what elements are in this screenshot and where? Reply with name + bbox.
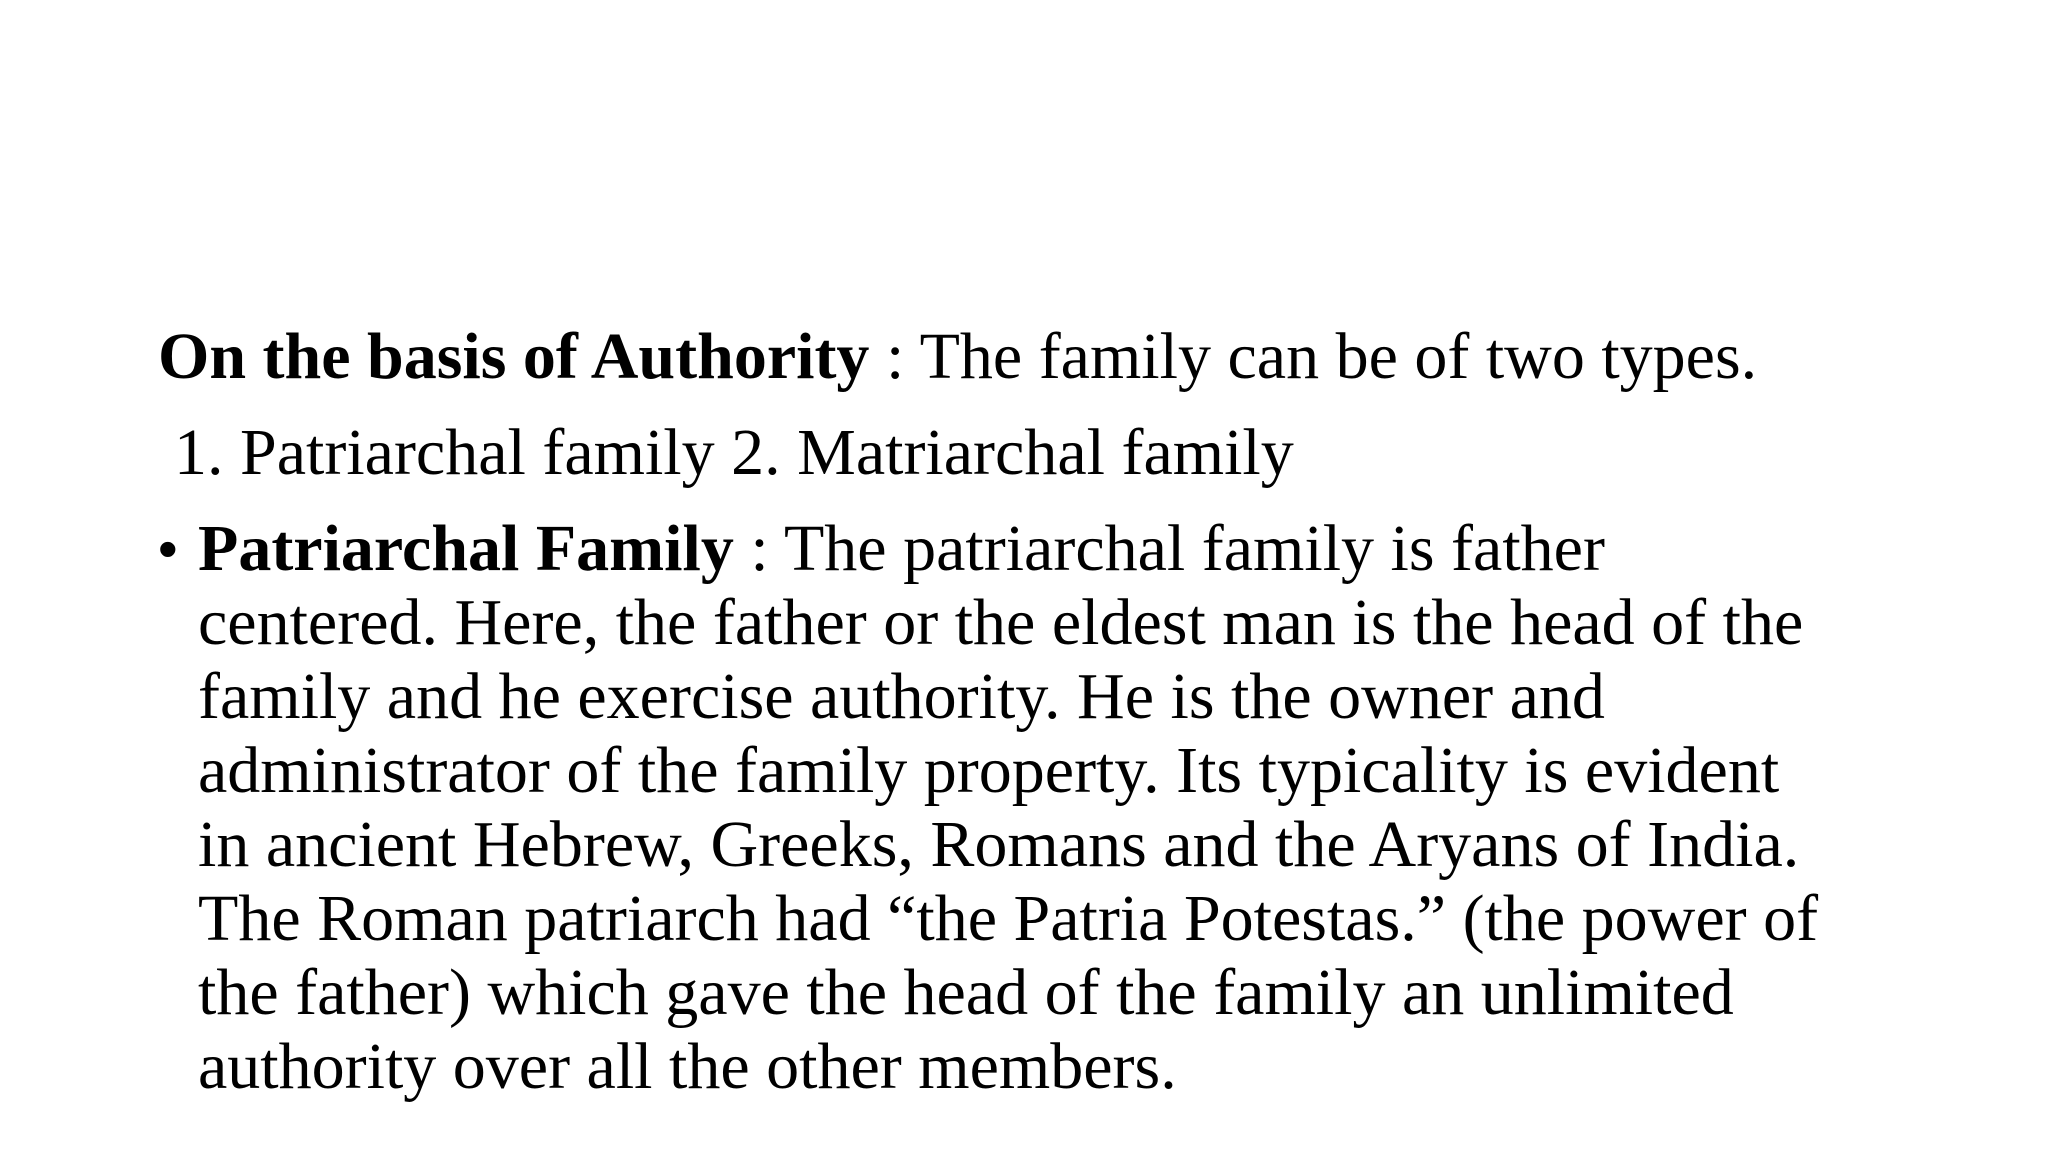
bullet-patriarchal-family <box>158 512 1958 1104</box>
bullet-line-5: in ancient Hebrew, Greeks, Romans and the Aryans of India. <box>198 808 1800 881</box>
bullet-line-6: The Roman patriarch had “the Patria Potestas.” (the power of <box>198 882 1819 955</box>
bullet-line-4: administrator of the family property. Its typicality is evident <box>198 734 1780 807</box>
bullet-line-1-text: : The patriarchal family is father <box>733 512 1605 585</box>
bullet-line-7: the father) which gave the head of the family an unlimited <box>198 956 1734 1029</box>
bullet-marker: • <box>158 517 178 580</box>
heading-bold: On the basis of Authority <box>158 320 870 393</box>
bullet-bold-term: Patriarchal Family <box>198 512 734 585</box>
heading-line <box>158 320 1958 394</box>
slide-content <box>158 320 1958 1104</box>
bullet-line-1 <box>198 512 1958 586</box>
bullet-line-3: family and he exercise authority. He is the owner and <box>198 660 1605 733</box>
bullet-line-8: authority over all the other members. <box>198 1030 1177 1103</box>
family-types-line: 1. Patriarchal family 2. Matriarchal family <box>174 416 1294 489</box>
bullet-line-2: centered. Here, the father or the eldest man is the head of the <box>198 586 1804 659</box>
heading-text: : The family can be of two types. <box>869 320 1758 393</box>
